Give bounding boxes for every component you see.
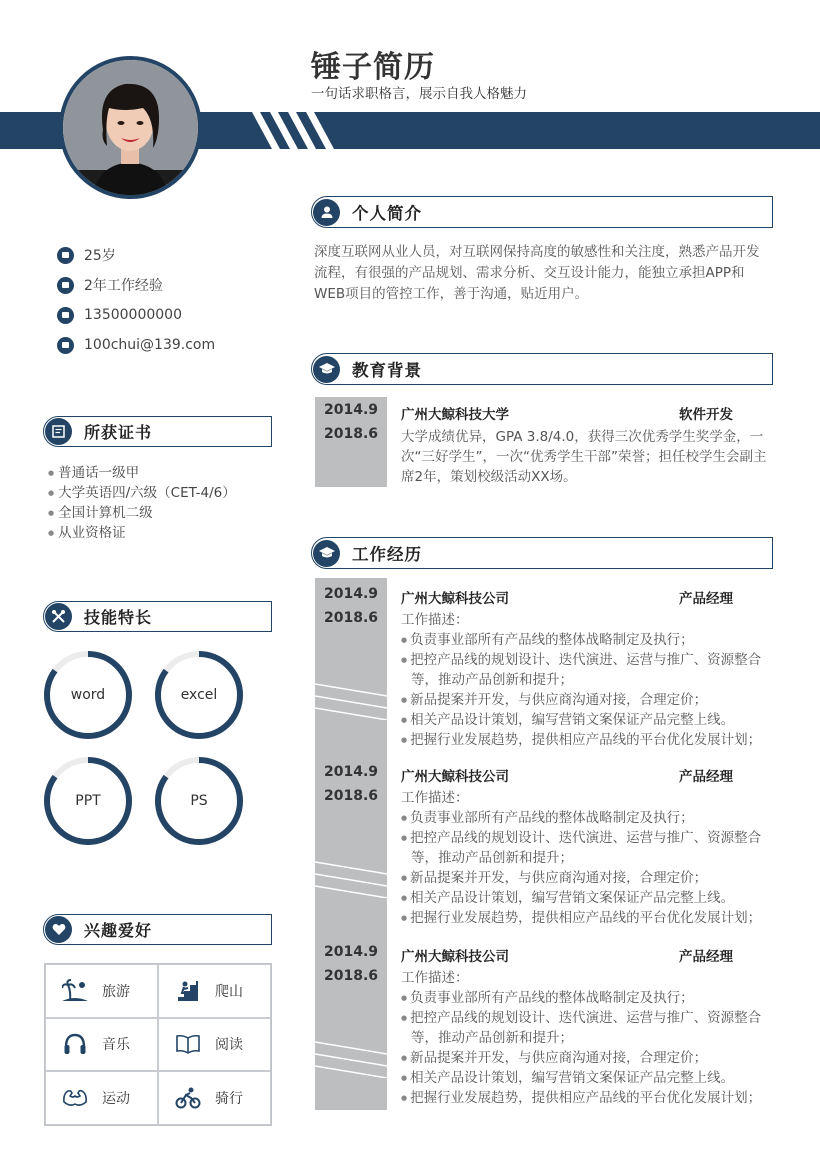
work-duty-item: ● 负责事业部所有产品线的整体战略制定及执行；: [399, 630, 774, 650]
education-title-text: 教育背景: [352, 361, 422, 380]
work-section-title: [311, 537, 773, 569]
education-end: 2018.6: [323, 426, 379, 442]
work-duty-item: ● 新品提案并开发，与供应商沟通对接，合理定价；: [399, 868, 774, 888]
skill-ring-word: [43, 650, 133, 740]
contact-email: [57, 330, 215, 360]
work-timeline: [315, 578, 387, 1110]
work-duty-item: ● 负责事业部所有产品线的整体战略制定及执行；: [399, 988, 774, 1008]
hobbies-title-text: 兴趣爱好: [84, 921, 153, 940]
contact-phone-text: 13500000000: [84, 307, 182, 323]
work-role: 产品经理: [679, 949, 733, 965]
work-duties: [399, 788, 774, 928]
work-duty-item: ● 新品提案并开发，与供应商沟通对接，合理定价；: [399, 1048, 774, 1068]
work-duty-item: ● 把握行业发展趋势，提供相应产品线的平台优化发展计划；: [399, 730, 774, 750]
hobby-item: [45, 964, 158, 1018]
hobby-item: [158, 964, 271, 1018]
skill-ring-excel: [154, 650, 244, 740]
skill-label: PS: [190, 793, 208, 809]
work-duty-item: ● 负责事业部所有产品线的整体战略制定及执行；: [399, 808, 774, 828]
work-desc-label: 工作描述：: [401, 970, 469, 986]
education-school: 广州大鲸科技大学: [401, 407, 509, 423]
education-major: 软件开发: [679, 407, 733, 423]
contact-info: [57, 240, 215, 360]
work-start: 2014.9: [323, 586, 379, 602]
skills-section-title: [43, 601, 272, 632]
hobby-item: [158, 1071, 271, 1125]
hobby-label: 音乐: [102, 1037, 130, 1054]
work-start: 2014.9: [323, 944, 379, 960]
cert-item: ● 普通话一级甲: [48, 463, 236, 483]
beach-icon: [62, 978, 88, 1004]
hobby-label: 旅游: [102, 983, 130, 1000]
work-desc-label: 工作描述：: [401, 612, 469, 628]
graduation-cap-icon: [313, 356, 340, 383]
education-start: 2014.9: [323, 402, 379, 418]
hobby-item: [45, 1018, 158, 1072]
person-icon: [57, 247, 74, 264]
work-company: 广州大鲸科技公司: [401, 949, 509, 965]
work-duty-item: ● 新品提案并开发，与供应商沟通对接，合理定价；: [399, 690, 774, 710]
work-duty-item: ● 相关产品设计策划，编写营销文案保证产品完整上线。: [399, 888, 774, 908]
work-title-text: 工作经历: [352, 545, 422, 564]
climbing-icon: [175, 978, 201, 1004]
skills-title-text: 技能特长: [84, 608, 153, 627]
timeline-stripes: [315, 858, 387, 898]
work-start: 2014.9: [323, 764, 379, 780]
profile-summary: 深度互联网从业人员，对互联网保持高度的敏感性和关注度，熟悉产品开发流程，有很强的产品规划、需求分析、交互设计能力，能独立承担APP和WEB项目的管控工作，善于沟通，贴近用户。: [314, 244, 760, 302]
work-duty-item: ● 把握行业发展趋势，提供相应产品线的平台优化发展计划；: [399, 1088, 774, 1108]
work-end: 2018.6: [323, 610, 379, 626]
work-duties: [399, 968, 774, 1108]
cert-item: ● 大学英语四/六级（CET-4/6）: [48, 483, 236, 503]
contact-phone: [57, 300, 215, 330]
contact-age-text: 25岁: [84, 248, 116, 264]
contact-email-text: 100chui@139.com: [84, 337, 216, 353]
graduation-cap-icon: [313, 540, 340, 567]
hobby-label: 爬山: [215, 983, 243, 1000]
work-duty-item: ● 相关产品设计策划，编写营销文案保证产品完整上线。: [399, 1068, 774, 1088]
headphones-icon: [62, 1031, 88, 1057]
phone-icon: [57, 307, 74, 324]
certs-list: [48, 463, 236, 543]
work-duty-item: ● 相关产品设计策划，编写营销文案保证产品完整上线。: [399, 710, 774, 730]
certs-title-text: 所获证书: [84, 423, 153, 442]
user-icon: [313, 199, 340, 226]
skill-label: excel: [180, 687, 218, 703]
work-duty-item: ● 把控产品线的规划设计、迭代演进、运营与推广、资源整合等，推动产品创新和提升；: [399, 828, 774, 868]
work-desc-label: 工作描述：: [401, 790, 469, 806]
hobby-label: 骑行: [215, 1091, 243, 1108]
hobby-label: 运动: [102, 1091, 130, 1108]
hobbies-grid: [44, 963, 272, 1126]
resume-name: 锤子简历: [311, 50, 435, 85]
work-duty-item: ● 把握行业发展趋势，提供相应产品线的平台优化发展计划；: [399, 908, 774, 928]
work-duties: [399, 610, 774, 750]
muscle-icon: [62, 1085, 88, 1111]
hobby-label: 阅读: [215, 1037, 243, 1054]
contact-experience: [57, 270, 215, 300]
resume-motto: 一句话求职格言，展示自我人格魅力: [311, 86, 527, 102]
hobby-item: [158, 1018, 271, 1072]
cert-item: ● 全国计算机二级: [48, 503, 236, 523]
email-icon: [57, 337, 74, 354]
work-duty-item: ● 把控产品线的规划设计、迭代演进、运营与推广、资源整合等，推动产品创新和提升；: [399, 1008, 774, 1048]
skill-ring-ppt: [43, 756, 133, 846]
book-icon: [175, 1031, 201, 1057]
contact-age: [57, 240, 215, 270]
profile-title-text: 个人简介: [352, 204, 422, 223]
cert-item: ● 从业资格证: [48, 523, 236, 543]
work-duty-item: ● 把控产品线的规划设计、迭代演进、运营与推广、资源整合等，推动产品创新和提升；: [399, 650, 774, 690]
work-end: 2018.6: [323, 968, 379, 984]
skill-ring-ps: [154, 756, 244, 846]
education-desc: 大学成绩优异，GPA 3.8/4.0，获得三次优秀学生奖学金，一次“三好学生”，一次“优秀学生干部”荣誉；担任校学生会副主席2年，策划校级活动XX场。: [401, 429, 767, 485]
briefcase-icon: [57, 277, 74, 294]
certificate-icon: [45, 418, 72, 445]
work-company: 广州大鲸科技公司: [401, 591, 509, 607]
work-role: 产品经理: [679, 591, 733, 607]
skill-label: word: [70, 687, 106, 703]
avatar: [59, 56, 202, 199]
certs-section-title: [43, 416, 272, 447]
skill-label: PPT: [75, 793, 101, 809]
timeline-stripes: [315, 680, 387, 720]
heart-icon: [45, 916, 72, 943]
contact-experience-text: 2年工作经验: [84, 278, 163, 294]
banner-stripes: [250, 112, 340, 149]
profile-section-title: [311, 196, 773, 228]
hobby-item: [45, 1071, 158, 1125]
work-end: 2018.6: [323, 788, 379, 804]
tools-icon: [45, 603, 72, 630]
hobbies-section-title: [43, 914, 272, 945]
work-company: 广州大鲸科技公司: [401, 769, 509, 785]
timeline-stripes: [315, 1038, 387, 1078]
education-section-title: [311, 353, 773, 385]
cycling-icon: [175, 1085, 201, 1111]
work-role: 产品经理: [679, 769, 733, 785]
